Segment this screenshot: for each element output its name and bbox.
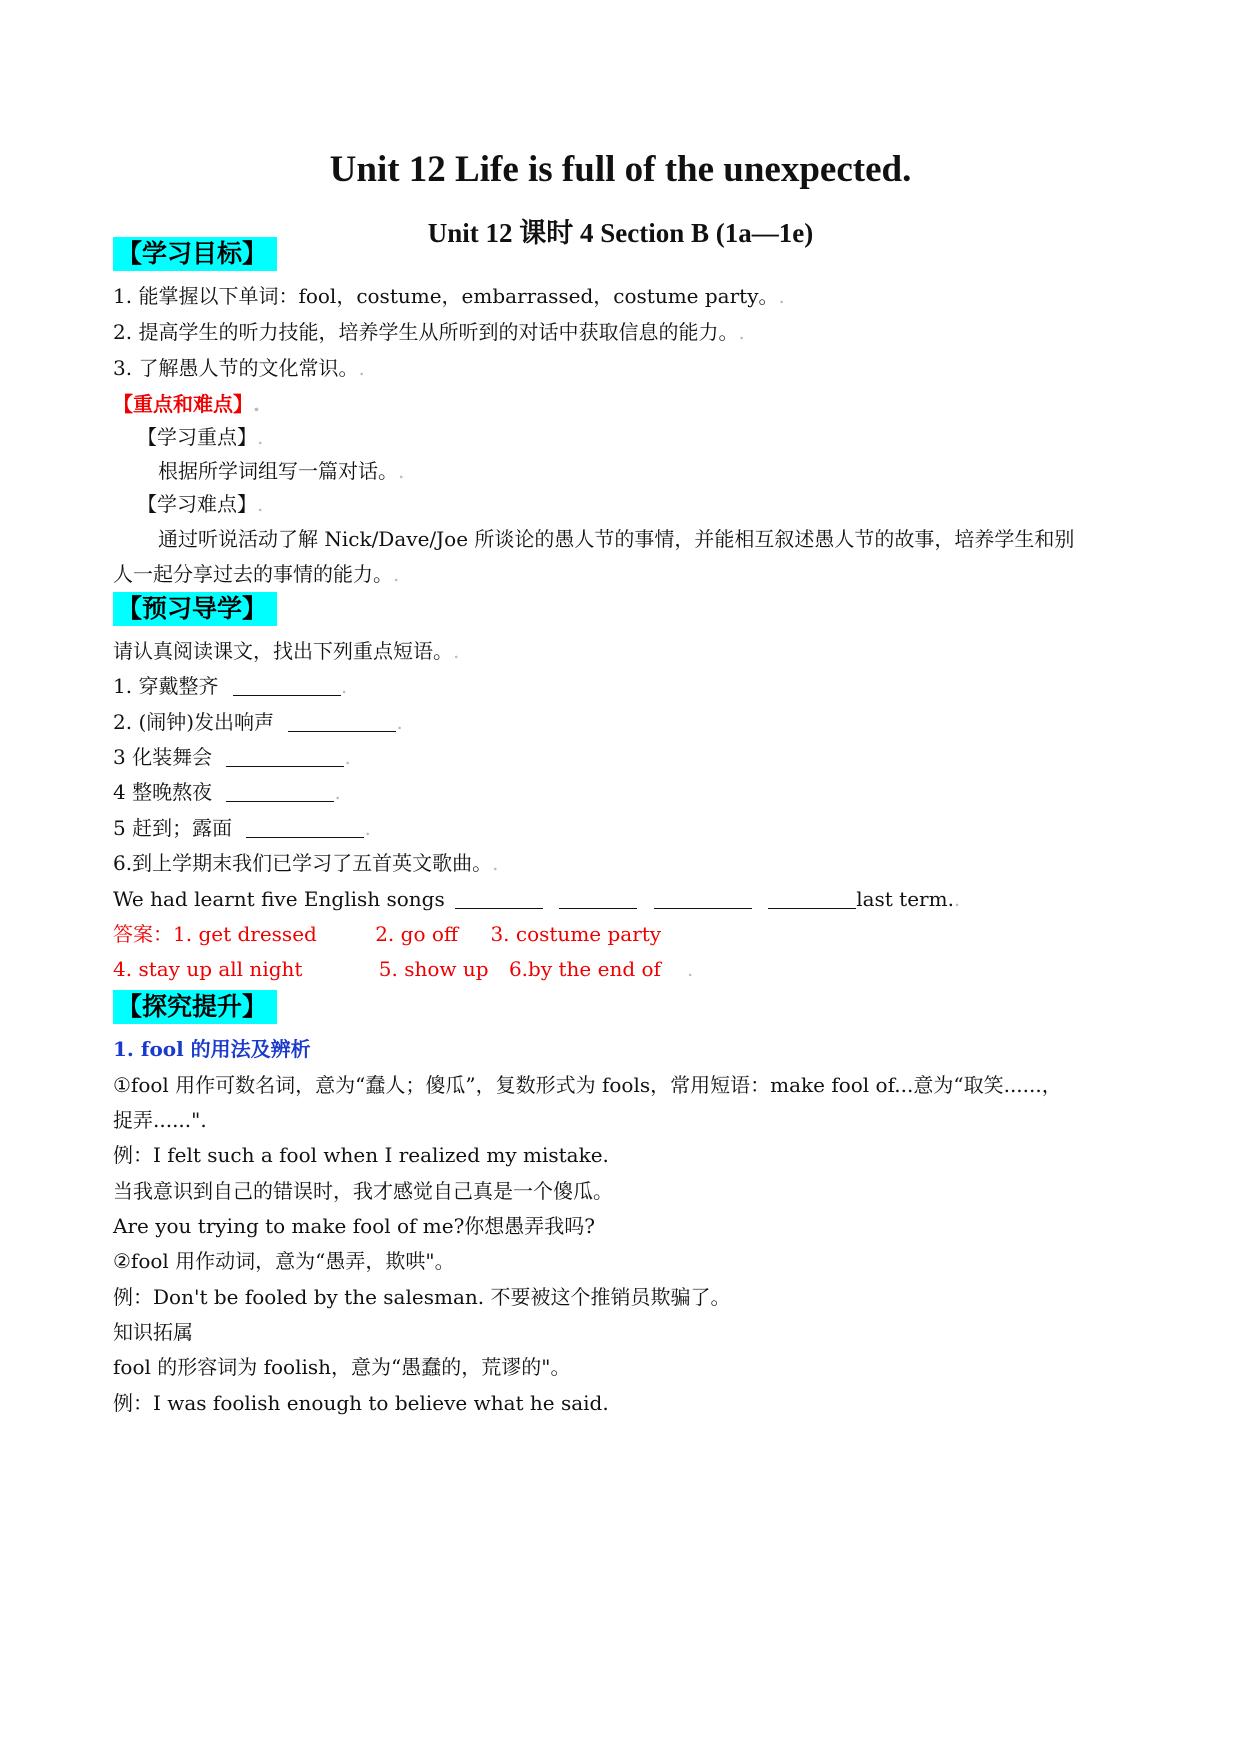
difficulty-label: 【学习难点】. (137, 492, 264, 516)
body-line: 例：Don't be fooled by the salesman. 不要被这个推销员欺骗了。 (113, 1285, 731, 1309)
document-title: Unit 12 Life is full of the unexpected. (329, 149, 912, 190)
focus-text: 根据所学词组写一篇对话。. (158, 459, 405, 483)
answer-blank[interactable] (226, 746, 344, 767)
body-line: 捉弄......". (113, 1108, 207, 1132)
paragraph-mark: . (257, 425, 264, 449)
answer-blank[interactable] (288, 711, 396, 732)
answer-blank[interactable] (455, 888, 543, 909)
objective-item: 2. 提高学生的听力技能，培养学生从所听到的对话中获取信息的能力。. (113, 320, 745, 344)
answer-blank[interactable] (654, 888, 752, 909)
sentence-prompt: 6.到上学期末我们已学习了五首英文歌曲。. (113, 851, 499, 875)
answer-blank[interactable] (246, 817, 364, 838)
difficulty-text-line: 人一起分享过去的事情的能力。. (113, 562, 400, 586)
paragraph-mark: . (778, 284, 785, 308)
section-heading-preview: 【预习导学】 (113, 592, 277, 626)
paragraph-mark: . (340, 674, 348, 698)
sentence-fill: We had learnt five English songs last term.. (113, 887, 961, 911)
paragraph-mark: . (334, 780, 341, 804)
paragraph-mark: . (396, 710, 403, 734)
answer-blank[interactable] (559, 888, 637, 909)
paragraph-mark: . (686, 957, 694, 981)
objective-item: 3. 了解愚人节的文化常识。. (113, 356, 365, 380)
paragraph-mark: . (358, 356, 365, 380)
preview-instruction: 请认真阅读课文，找出下列重点短语。. (113, 639, 460, 663)
body-line: 当我意识到自己的错误时，我才感觉自己真是一个傻瓜。 (113, 1179, 613, 1203)
paragraph-mark: . (953, 887, 961, 911)
objective-item: 1. 能掌握以下单词：fool，costume，embarrassed，costume party。. (113, 284, 785, 308)
paragraph-mark: . (393, 562, 400, 586)
body-line: 例：I felt such a fool when I realized my mistake. (113, 1143, 609, 1167)
phrase-item: 4 整晚熬夜 . (113, 780, 341, 804)
phrase-item: 3 化装舞会 . (113, 745, 351, 769)
focus-label: 【学习重点】. (137, 425, 264, 449)
section-heading-objectives: 【学习目标】 (113, 237, 277, 271)
paragraph-mark: . (453, 639, 460, 663)
difficulty-text-line: 通过听说活动了解 Nick/Dave/Joe 所谈论的愚人节的事情，并能相互叙述愚人节的故事，培养学生和别 (158, 527, 1075, 551)
answer-blank[interactable] (233, 675, 341, 696)
body-line: 知识拓属 (113, 1320, 193, 1344)
paragraph-mark: . (364, 816, 371, 840)
paragraph-mark: . (253, 392, 260, 416)
body-line: 例：I was foolish enough to believe what he said. (113, 1391, 609, 1415)
paragraph-mark: . (492, 851, 499, 875)
body-line: ①fool 用作可数名词，意为“蠢人；傻瓜”，复数形式为 fools，常用短语：make fool of...意为“取笑......， (113, 1073, 1062, 1097)
topic-title: 1. fool 的用法及辨析 (113, 1037, 311, 1061)
key-points-heading: 【重点和难点】. (113, 392, 260, 416)
body-line: ②fool 用作动词，意为“愚弄，欺哄"。 (113, 1249, 455, 1273)
section-heading-explore: 【探究提升】 (113, 990, 277, 1024)
paragraph-mark: . (344, 745, 351, 769)
body-line: Are you trying to make fool of me?你想愚弄我吗? (113, 1214, 596, 1238)
phrase-item: 1. 穿戴整齐 . (113, 674, 348, 698)
answers-line: 答案：1. get dressed 2. go off 3. costume party (113, 922, 662, 946)
paragraph-mark: . (257, 492, 264, 516)
answers-line: 4. stay up all night 5. show up 6.by the end of . (113, 957, 694, 981)
paragraph-mark: . (398, 459, 405, 483)
phrase-item: 2. (闹钟)发出响声 . (113, 710, 403, 734)
document-subtitle: Unit 12 课时 4 Section B (1a—1e) (427, 218, 814, 248)
phrase-item: 5 赶到；露面 . (113, 816, 371, 840)
paragraph-mark: . (738, 320, 745, 344)
body-line: fool 的形容词为 foolish，意为“愚蠢的，荒谬的"。 (113, 1355, 571, 1379)
answer-blank[interactable] (226, 781, 334, 802)
answer-blank[interactable] (768, 888, 856, 909)
